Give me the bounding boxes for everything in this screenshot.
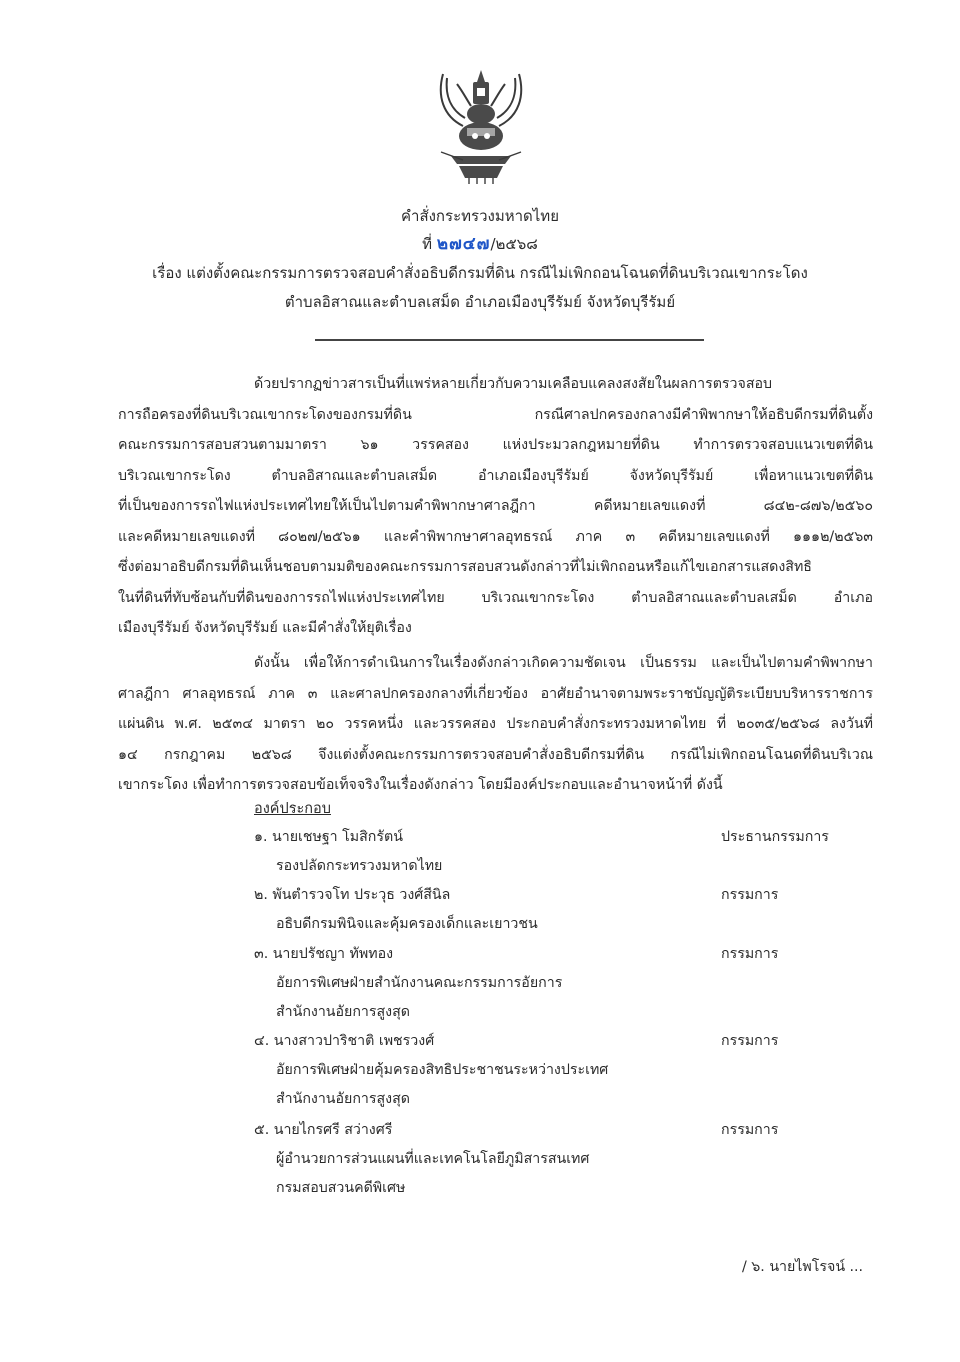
garuda-emblem-icon [433,66,529,186]
order-number [0,233,960,255]
paragraph-line: คณะกรรมการสอบสวนตามมาตรา ๖๑ วรรคสอง แห่งประมวลกฎหมายที่ดิน ทำการตรวจสอบแนวเขตที่ดิน [118,437,873,453]
committee-member-3 [254,940,874,1027]
paragraph-line: แผ่นดิน พ.ศ. ๒๕๓๔ มาตรา ๒๐ วรรคหนึ่ง และวรรคสอง ประกอบคำสั่งกระทรวงมหาดไทย ที่ ๒๐๓๕/๒๕๖๘ ลงวันที่ [118,716,873,732]
paragraph-line: และคดีหมายเลขแดงที่ ๘๐๒๗/๒๕๖๑ และคำพิพากษาศาลอุทธรณ์ ภาค ๓ คดีหมายเลขแดงที่ ๑๑๑๒/๒๕๖๓ [118,528,873,545]
order-number-prefix: ที่ [422,235,437,253]
member-role: กรรมการ [721,946,779,962]
member-position: ผู้อำนวยการส่วนแผนที่และเทคโนโลยีภูมิสารสนเทศ [276,1151,590,1167]
paragraph-line: ซึ่งต่อมาอธิบดีกรมที่ดินเห็นชอบตามมติของคณะกรรมการสอบสวนดังกล่าวที่ไม่เพิกถอนหรือแก้ไขเอกสารแสดงสิทธิ [118,559,812,575]
paragraph-line: ในที่ดินที่ทับซ้อนกับที่ดินของการรถไฟแห่งประเทศไทย บริเวณเขากระโดง ตำบลอิสาณและตำบลเสม็ด อำเภอ [118,589,873,606]
member-position: กรมสอบสวนคดีพิเศษ [276,1180,406,1196]
member-position: อัยการพิเศษฝ่ายสำนักงานคณะกรรมการอัยการ [276,975,563,991]
title-divider [315,339,704,341]
member-name: ๕. นายไกรศรี สว่างศรี [254,1122,393,1138]
order-number-suffix: /๒๕๖๘ [490,235,538,253]
member-name: ๔. นางสาวปาริชาติ เพชรวงศ์ [254,1033,435,1049]
member-position: รองปลัดกระทรวงมหาดไทย [276,858,443,874]
member-role: กรรมการ [721,1033,779,1049]
subject-line-2: ตำบลอิสาณและตำบลเสม็ด อำเภอเมืองบุรีรัมย์ จังหวัดบุรีรัมย์ [284,293,676,311]
member-position: สำนักงานอัยการสูงสุด [276,1004,410,1020]
paragraph-line: ด้วยปรากฏข่าวสารเป็นที่แพร่หลายเกี่ยวกับความเคลือบแคลงสงสัยในผลการตรวจสอบ [254,376,773,392]
paragraph-line: ๑๔ กรกฎาคม ๒๕๖๘ จึงแต่งตั้งคณะกรรมการตรวจสอบคำสั่งอธิบดีกรมที่ดิน กรณีไม่เพิกถอนโฉนดที่ดินบริเวณ [118,746,873,763]
order-number-handwritten: ๒๗๔๗ [436,234,491,254]
body-paragraph-2 [118,648,873,801]
committee-member-5 [254,1116,874,1203]
subject-line-1: เรื่อง แต่งตั้งคณะกรรมการตรวจสอบคำสั่งอธิบดีกรมที่ดิน กรณีไม่เพิกถอนโฉนดที่ดินบริเวณเขากระโดง [152,264,808,282]
paragraph-line: การถือครองที่ดินบริเวณเขากระโดงของกรมที่ดิน กรณีศาลปกครองกลางมีคำพิพากษาให้อธิบดีกรมที่ดินตั้ง [118,406,873,423]
paragraph-line: ศาลฎีกา ศาลอุทธรณ์ ภาค ๓ และศาลปกครองกลางที่เกี่ยวข้อง อาศัยอำนาจตามพระราชบัญญัติระเบียบบริหารราชการ [118,685,873,702]
member-name: ๓. นายปรัชญา ทัพทอง [254,946,394,962]
member-role: กรรมการ [721,1122,779,1138]
paragraph-line: บริเวณเขากระโดง ตำบลอิสาณและตำบลเสม็ด อำเภอเมืองบุรีรัมย์ จังหวัดบุรีรัมย์ เพื่อหาแนวเขตที่ดิน [118,467,873,484]
member-position: สำนักงานอัยการสูงสุด [276,1091,410,1107]
body-paragraph-1 [118,369,873,644]
member-role: กรรมการ [721,887,779,903]
member-position: อธิบดีกรมพินิจและคุ้มครองเด็กและเยาวชน [276,916,538,932]
committee-member-4 [254,1027,874,1114]
committee-member-1 [254,823,874,881]
member-name: ๒. พันตำรวจโท ประวุธ วงศ์สีนิล [254,887,451,903]
member-name: ๑. นายเชษฐา โมสิกรัตน์ [254,829,403,845]
order-title: คำสั่งกระทรวงมหาดไทย [401,207,559,225]
page-continuation: / ๖. นายไพโรจน์ ... [742,1259,864,1275]
member-position: อัยการพิเศษฝ่ายคุ้มครองสิทธิประชาชนระหว่างประเทศ [276,1062,609,1078]
composition-heading: องค์ประกอบ [254,801,331,817]
paragraph-line: เมืองบุรีรัมย์ จังหวัดบุรีรัมย์ และมีคำสั่งให้ยุติเรื่อง [118,620,412,636]
member-role: ประธานกรรมการ [721,829,829,845]
paragraph-line: เขากระโดง เพื่อทำการตรวจสอบข้อเท็จจริงในเรื่องดังกล่าว โดยมีองค์ประกอบและอำนาจหน้าที่ ดังนี้ [118,777,723,793]
committee-member-2 [254,881,874,939]
paragraph-line: ที่เป็นของการรถไฟแห่งประเทศไทยให้เป็นไปตามคำพิพากษาศาลฎีกา คดีหมายเลขแดงที่ ๘๔๒-๘๗๖/๒๕๖๐ [118,498,873,514]
paragraph-line: ดังนั้น เพื่อให้การดำเนินการในเรื่องดังกล่าวเกิดความชัดเจน เป็นธรรม และเป็นไปตามคำพิพากษา [254,655,873,671]
